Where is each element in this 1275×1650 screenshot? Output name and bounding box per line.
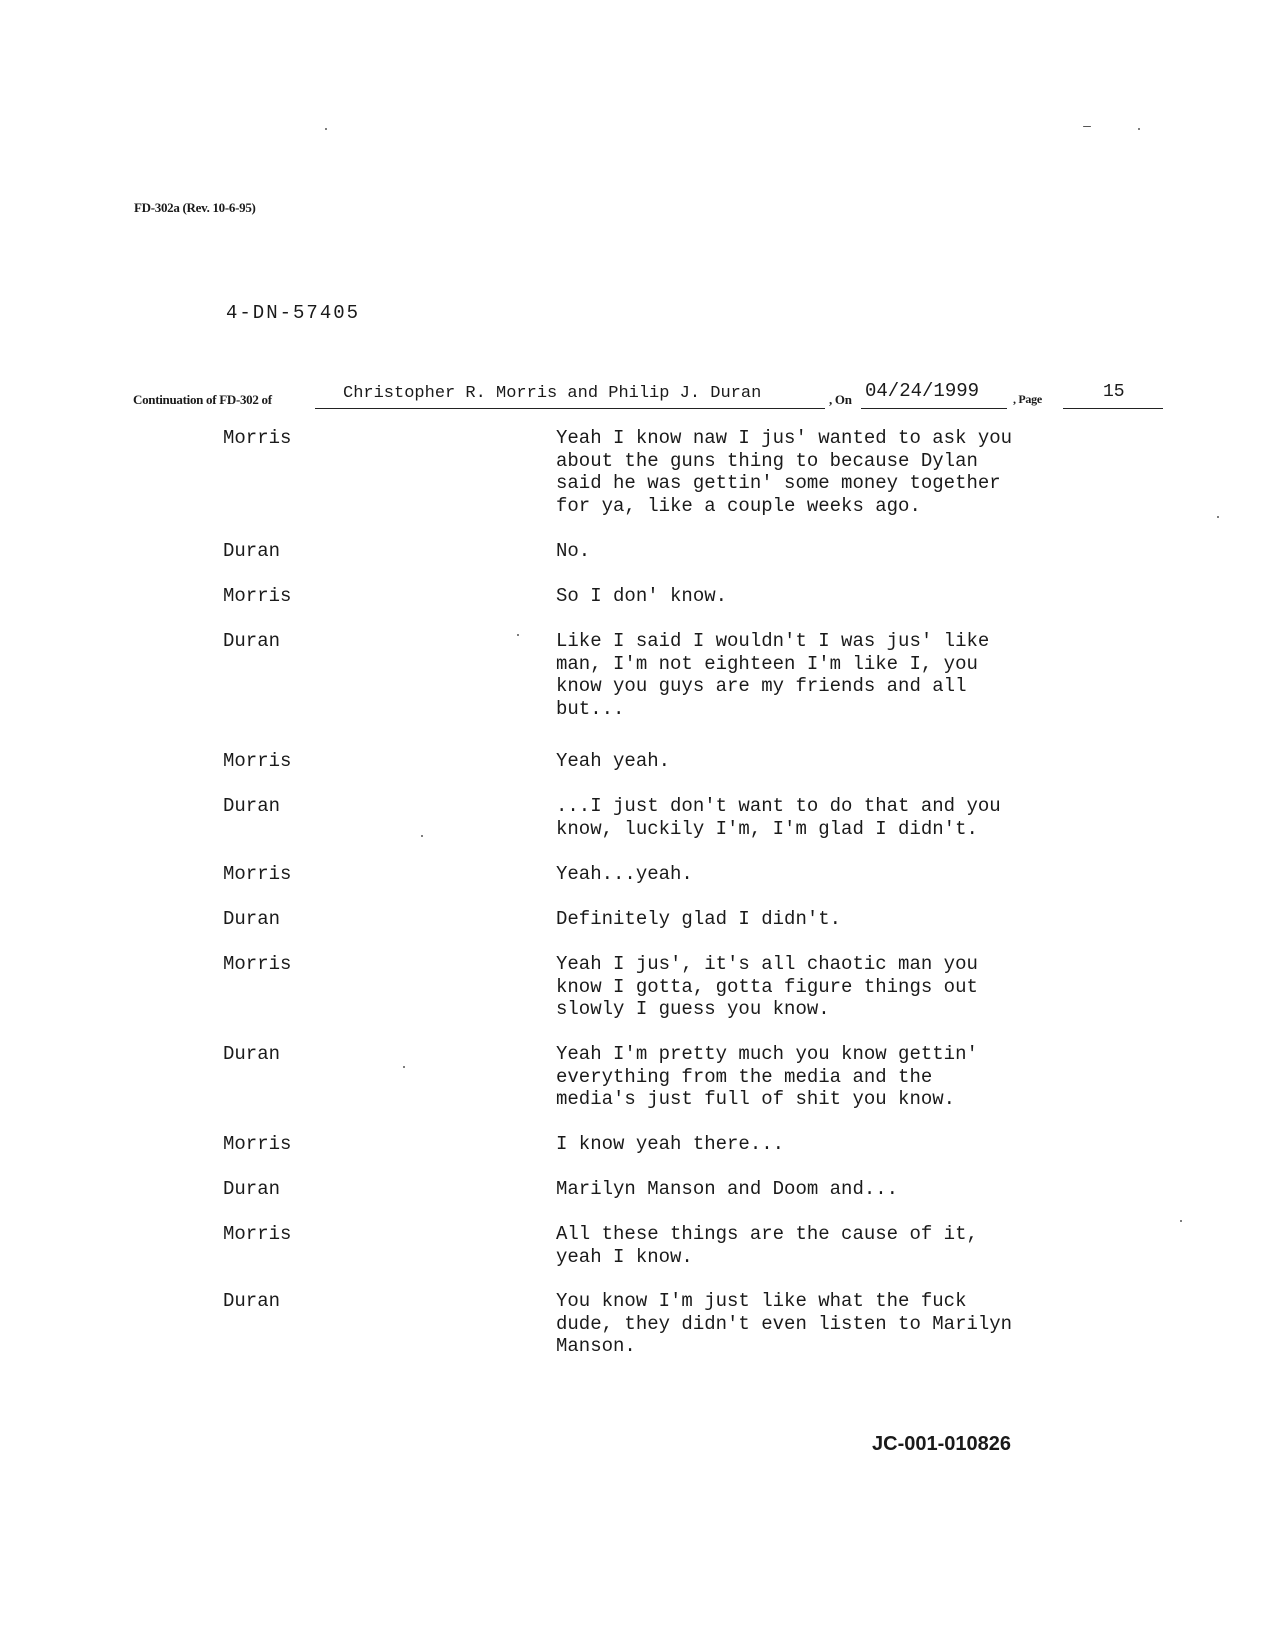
utterance-line: said he was gettin' some money together — [556, 472, 1001, 494]
utterance-line: know, luckily I'm, I'm glad I didn't. — [556, 817, 978, 840]
utterance-line: Yeah I know naw I jus' wanted to ask you — [556, 427, 1013, 449]
speaker-name: Morris — [223, 1223, 292, 1245]
scan-speck — [421, 835, 423, 837]
subjects-field: Christopher R. Morris and Philip J. Duran — [343, 384, 762, 403]
continuation-label: Continuation of FD-302 of — [133, 392, 272, 407]
utterance-line: dude, they didn't even listen to Marilyn — [556, 1312, 1013, 1335]
scan-speck — [1138, 128, 1140, 130]
date-field: 04/24/1999 — [865, 380, 980, 402]
utterance-line: know I gotta, gotta figure things out — [556, 975, 978, 998]
scan-speck — [403, 1066, 405, 1068]
speaker-name: Morris — [223, 1133, 292, 1155]
speaker-name: Duran — [223, 1043, 281, 1065]
utterance-line: media's just full of shit you know. — [556, 1088, 956, 1110]
utterance-line: Yeah yeah. — [556, 750, 671, 772]
utterance-line: Marilyn Manson and Doom and... — [556, 1178, 899, 1200]
utterance-line: yeah I know. — [556, 1245, 693, 1268]
speaker-name: Morris — [223, 585, 292, 607]
speaker-name: Morris — [223, 427, 292, 449]
speaker-name: Morris — [223, 750, 292, 772]
page-number: 15 — [1103, 382, 1125, 402]
bates-number: JC-001-010826 — [872, 1433, 1011, 1455]
page-label: , Page — [1013, 392, 1042, 406]
utterance-line: Like I said I wouldn't I was jus' like — [556, 630, 990, 652]
file-number: 4-DN-57405 — [226, 302, 361, 324]
speaker-name: Duran — [223, 540, 281, 562]
utterance-line: Manson. — [556, 1335, 636, 1357]
utterance-line: but... — [556, 697, 625, 720]
utterance-line: Definitely glad I didn't. — [556, 908, 842, 930]
utterance-line: Yeah I jus', it's all chaotic man you — [556, 953, 978, 975]
utterance-line: No. — [556, 540, 591, 562]
speaker-name: Duran — [223, 630, 281, 652]
utterance-line: know you guys are my friends and all — [556, 675, 967, 697]
scan-speck — [517, 634, 519, 636]
scan-speck — [1217, 516, 1219, 518]
scan-speck — [325, 128, 327, 130]
utterance-line: everything from the media and the — [556, 1065, 933, 1088]
speaker-name: Morris — [223, 863, 292, 885]
scan-speck — [1180, 1220, 1182, 1222]
speaker-name: Morris — [223, 953, 292, 975]
speaker-name: Duran — [223, 795, 281, 817]
utterance-line: about the guns thing to because Dylan — [556, 449, 978, 472]
scan-speck — [1083, 126, 1091, 127]
utterance-line: Yeah...yeah. — [556, 863, 693, 885]
utterance-line: I know yeah there... — [556, 1133, 785, 1155]
utterance-line: All these things are the cause of it, — [556, 1223, 978, 1245]
speaker-name: Duran — [223, 908, 281, 930]
utterance-line: Yeah I'm pretty much you know gettin' — [556, 1043, 978, 1065]
utterance-line: for ya, like a couple weeks ago. — [556, 494, 921, 517]
utterance-line: man, I'm not eighteen I'm like I, you — [556, 652, 978, 675]
utterance-line: ...I just don't want to do that and you — [556, 795, 1001, 817]
utterance-line: slowly I guess you know. — [556, 998, 830, 1020]
utterance-line: You know I'm just like what the fuck — [556, 1290, 967, 1312]
speaker-name: Duran — [223, 1290, 281, 1312]
form-id: FD-302a (Rev. 10-6-95) — [134, 200, 256, 215]
on-label: , On — [829, 392, 852, 407]
speaker-name: Duran — [223, 1178, 281, 1200]
utterance-line: So I don' know. — [556, 585, 728, 607]
